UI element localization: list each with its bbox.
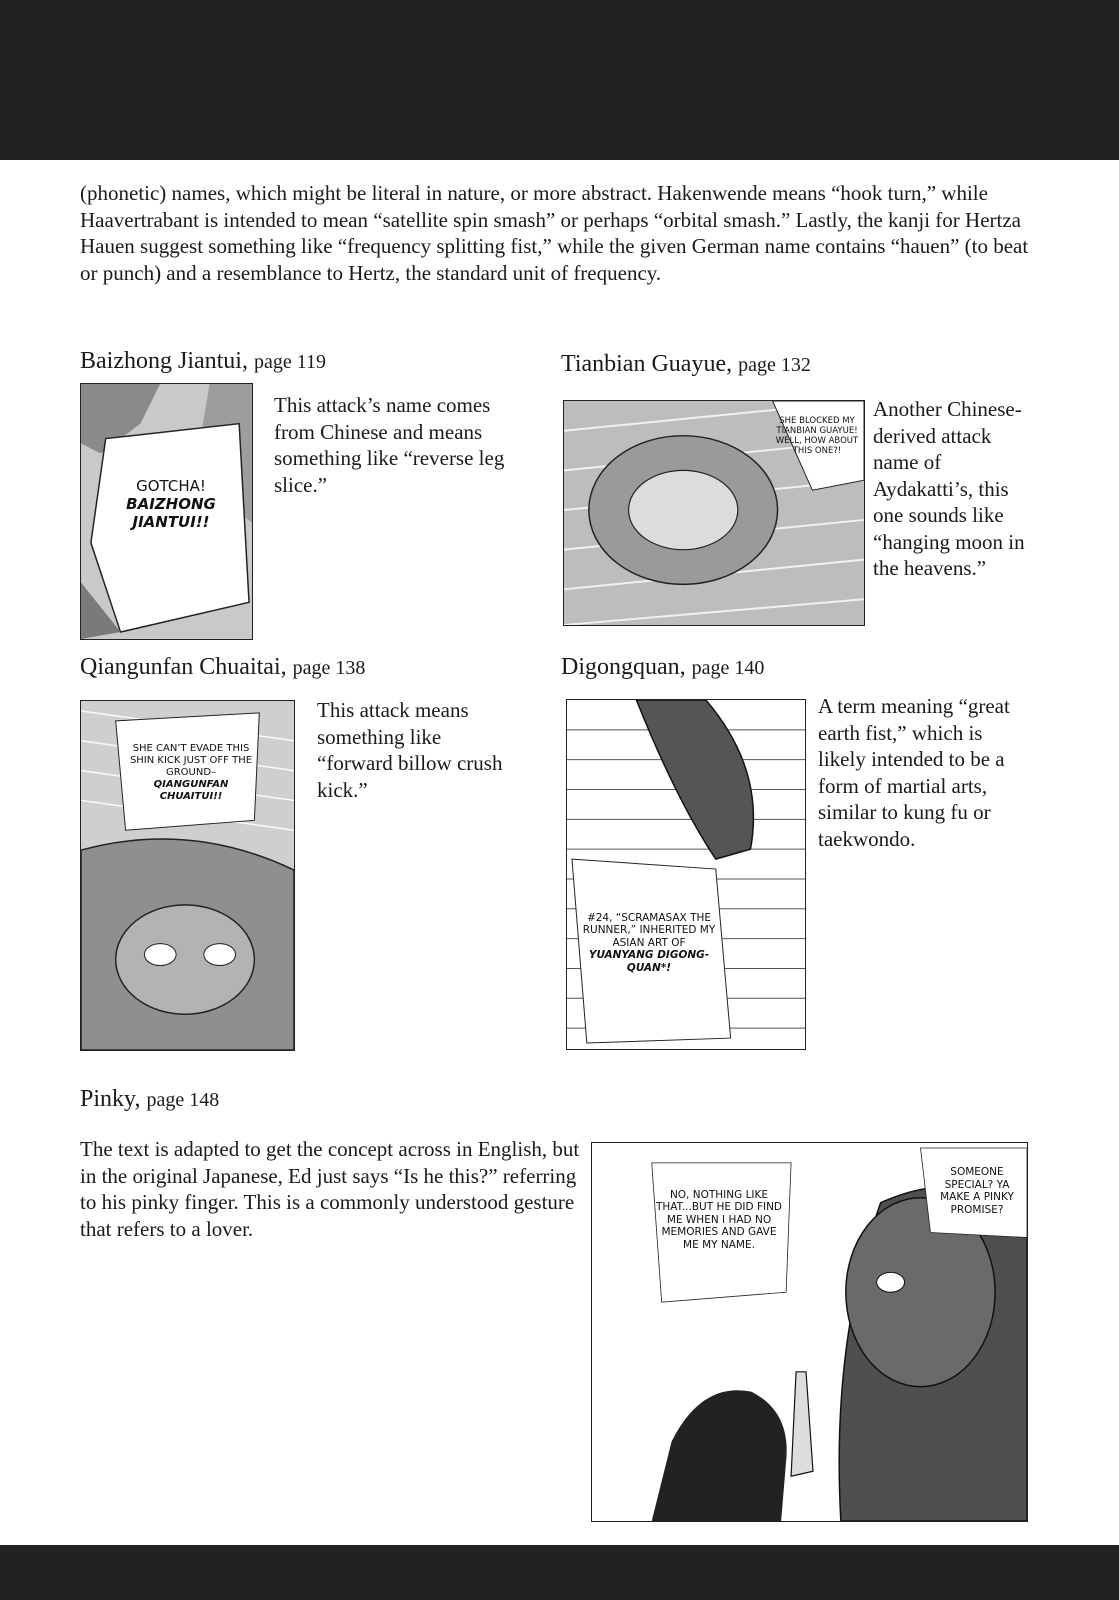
note-heading-pinky — [80, 1085, 219, 1114]
bubble-line: SOMEONE SPECIAL? YA MAKE A PINKY PROMISE? — [940, 1166, 1014, 1216]
speech-bubble — [126, 723, 256, 823]
note-page: page 148 — [146, 1089, 220, 1111]
bubble-line: #24, “SCRAMASAX THE RUNNER,” INHERITED MY ASIAN ART OF — [582, 911, 716, 949]
note-page: page 132 — [738, 354, 811, 376]
top-black-bar — [0, 0, 1119, 160]
speech-bubble — [579, 868, 719, 1018]
note-page: page 119 — [253, 351, 326, 373]
note-description: This attack’s name comes from Chinese and means something like “reverse leg slice.” — [274, 393, 505, 497]
manga-panel-tianbian — [563, 400, 865, 626]
note-heading-tianbian — [561, 350, 811, 379]
manga-panel-digongquan — [566, 699, 806, 1050]
bubble-line: SHE BLOCKED MY TIANBIAN GUAYUE! WELL, HOW ABOUT THIS ONE?! — [775, 416, 859, 456]
manga-panel-qiangunfan — [80, 700, 295, 1051]
note-heading-digongquan — [561, 653, 764, 682]
speech-bubble — [654, 1165, 784, 1275]
bubble-emphasis: YUANYANG DIGONG-QUAN*! — [588, 949, 710, 974]
speech-bubble — [932, 1151, 1022, 1231]
manga-panel-pinky — [591, 1142, 1028, 1522]
bubble-line: SHE CAN’T EVADE THIS SHIN KICK JUST OFF THE GROUND– — [129, 743, 253, 778]
bubble-line: NO, NOTHING LIKE THAT...BUT HE DID FIND ME WHEN I HAD NO MEMORIES AND GAVE ME MY NAME. — [655, 1188, 783, 1251]
speech-bubble — [774, 407, 860, 465]
note-title: Qiangunfan Chuaitai, — [80, 654, 287, 680]
bubble-emphasis: BAIZHONG — [126, 495, 216, 513]
note-heading-qiangunfan — [80, 653, 365, 682]
note-title: Digongquan, — [561, 654, 686, 680]
note-description: The text is adapted to get the concept across in English, but in the original Japanese, Ed just says “Is he this?” referring to his pinky finger. This is a commonly understood gesture that refers to a lover. — [80, 1137, 580, 1241]
note-title: Tianbian Guayue, — [561, 351, 733, 377]
bubble-line: GOTCHA! — [136, 477, 206, 495]
note-title: Pinky, — [80, 1086, 141, 1112]
note-description: Another Chinese-derived attack name of Aydakatti’s, this one sounds like “hanging moon in the heavens.” — [873, 397, 1025, 580]
bubble-emphasis: QIANGUNFAN CHUAITUI!! — [153, 779, 229, 802]
intro-paragraph: (phonetic) names, which might be literal in nature, or more abstract. Hakenwende means “hook turn,” while Haavertrabant is intended to mean “satellite spin smash” or perhaps “orbital smash.” Lastly, the kanji for Hertza Hauen suggest something like “frequency splitting fist,” while the given German name contains “hauen” (to beat or punch) and a resemblance to Hertz, the standard unit of frequency. — [80, 181, 1029, 285]
note-description: A term meaning “great earth fist,” which is likely intended to be a form of martial arts, similar to kung fu or taekwondo. — [818, 694, 1010, 851]
manga-panel-baizhong — [80, 383, 253, 640]
note-page: page 138 — [292, 657, 366, 679]
note-description: This attack means something like “forward billow crush kick.” — [317, 698, 503, 802]
bubble-emphasis: JIANTUI!! — [132, 513, 210, 531]
note-page: page 140 — [691, 657, 765, 679]
bottom-black-bar — [0, 1545, 1119, 1600]
note-title: Baizhong Jiantui, — [80, 348, 248, 374]
speech-bubble — [111, 464, 231, 544]
note-heading-baizhong — [80, 347, 326, 376]
